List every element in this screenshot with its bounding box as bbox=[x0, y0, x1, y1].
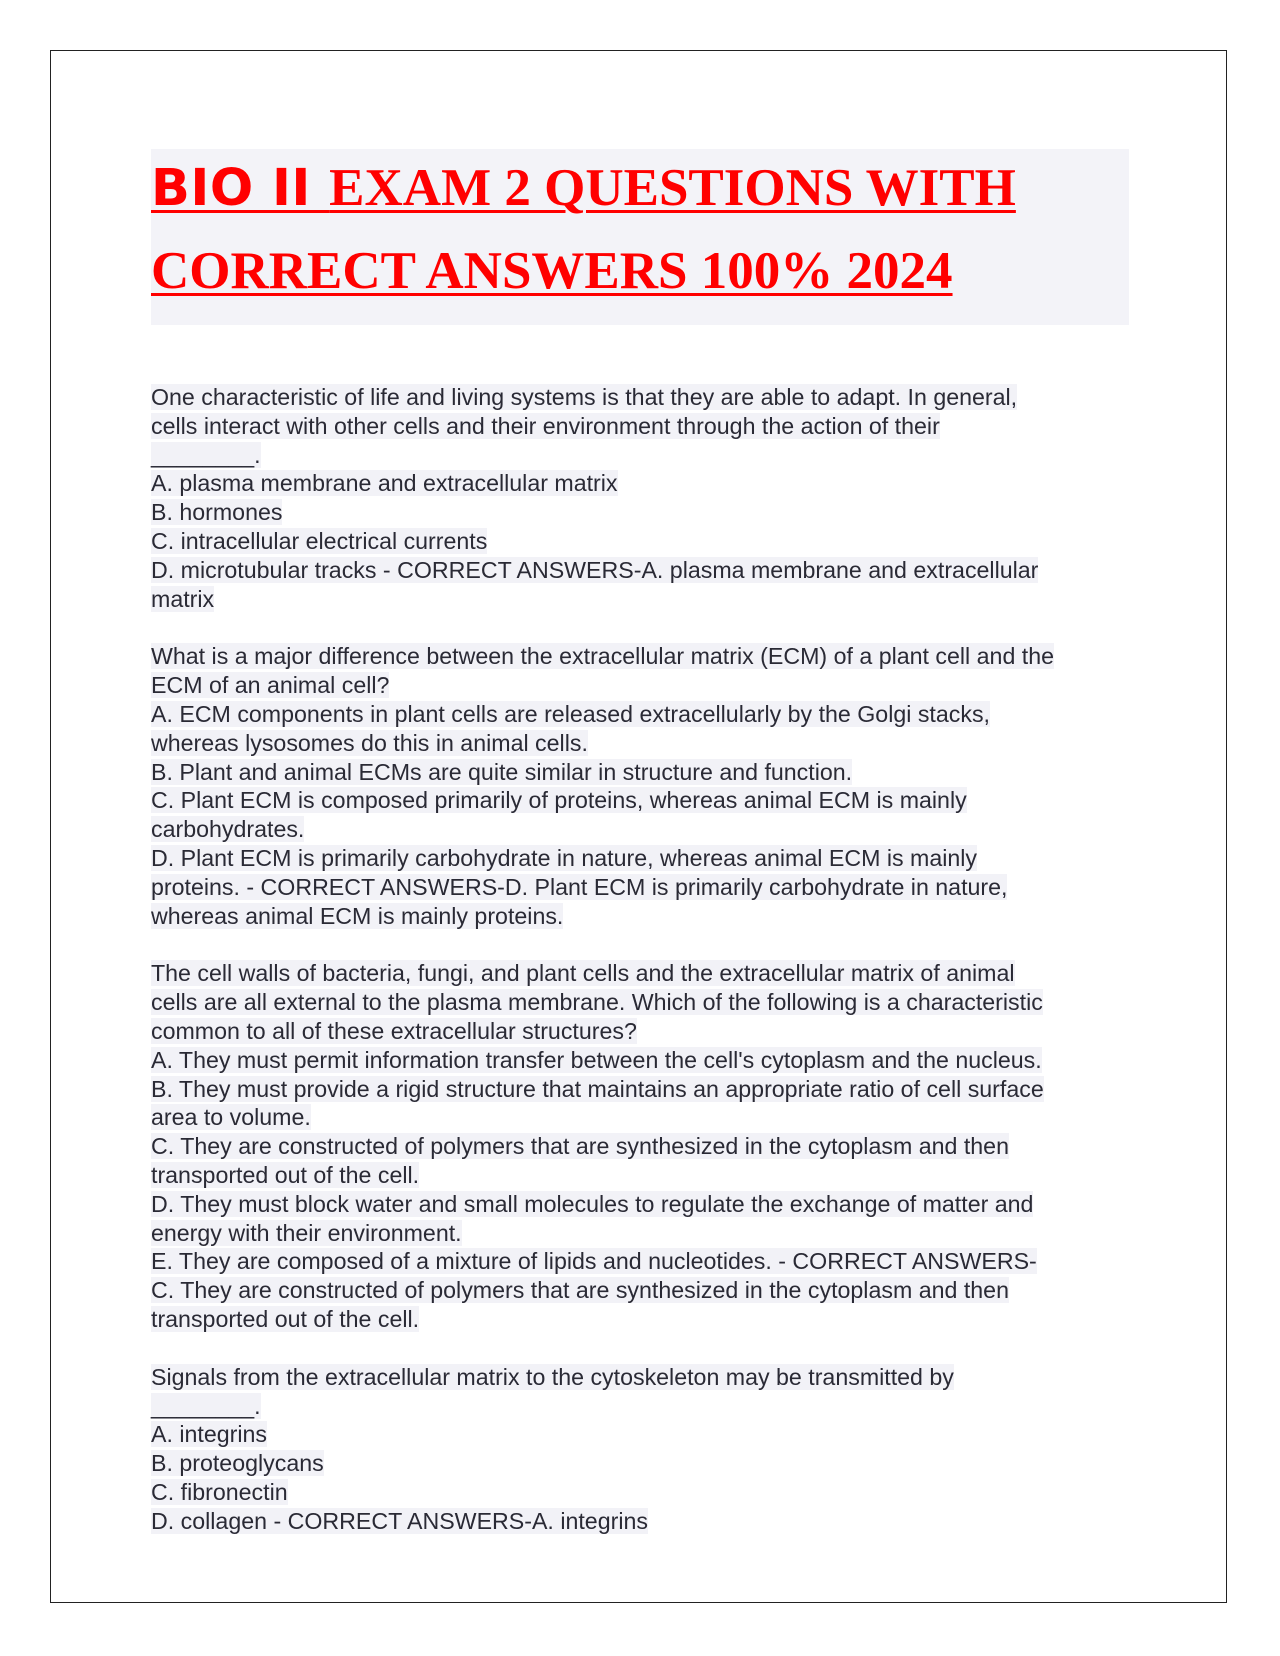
question-text: proteins. - CORRECT ANSWERS-D. Plant ECM is primarily carbohydrate in nature, bbox=[151, 873, 1008, 900]
question-line bbox=[151, 815, 1131, 844]
question-text: transported out of the cell. bbox=[151, 1305, 420, 1332]
title-line-1 bbox=[151, 153, 1129, 236]
question-text: C. They are constructed of polymers that are synthesized in the cytoplasm and then bbox=[151, 1277, 1009, 1304]
question-text: C. intracellular electrical currents bbox=[151, 527, 488, 554]
question-line bbox=[151, 1420, 1131, 1449]
question-list bbox=[151, 383, 1131, 1535]
question-line bbox=[151, 786, 1131, 815]
question-block bbox=[151, 642, 1131, 930]
title-exam: EXAM 2 QUESTIONS WITH bbox=[329, 159, 1016, 217]
question-line bbox=[151, 902, 1131, 931]
question-line bbox=[151, 642, 1131, 671]
question-text: Signals from the extracellular matrix to the cytoskeleton may be transmitted by bbox=[151, 1363, 954, 1390]
question-text: ________. bbox=[151, 1392, 261, 1419]
question-line bbox=[151, 469, 1131, 498]
question-line bbox=[151, 1046, 1131, 1075]
question-line bbox=[151, 1478, 1131, 1507]
question-text: ________. bbox=[151, 441, 261, 468]
question-line bbox=[151, 1103, 1131, 1132]
question-line bbox=[151, 1392, 1131, 1421]
question-text: whereas animal ECM is mainly proteins. bbox=[151, 902, 564, 929]
question-line bbox=[151, 498, 1131, 527]
question-text: cells interact with other cells and their environment through the action of their bbox=[151, 412, 940, 439]
question-text: The cell walls of bacteria, fungi, and plant cells and the extracellular matrix of animal bbox=[151, 960, 1015, 987]
document-title bbox=[151, 149, 1129, 325]
question-text: transported out of the cell. bbox=[151, 1161, 420, 1188]
question-block bbox=[151, 1363, 1131, 1536]
question-text: D. Plant ECM is primarily carbohydrate in nature, whereas animal ECM is mainly bbox=[151, 844, 978, 871]
question-line bbox=[151, 1507, 1131, 1536]
question-text: D. microtubular tracks - CORRECT ANSWERS-A. plasma membrane and extracellular bbox=[151, 556, 1039, 583]
question-text: A. They must permit information transfer between the cell's cytoplasm and the nucleus. bbox=[151, 1046, 1042, 1073]
question-line bbox=[151, 1276, 1131, 1305]
question-line bbox=[151, 959, 1131, 988]
question-line bbox=[151, 585, 1131, 614]
question-text: B. Plant and animal ECMs are quite similar in structure and function. bbox=[151, 758, 853, 785]
question-line bbox=[151, 671, 1131, 700]
question-line bbox=[151, 412, 1131, 441]
question-line bbox=[151, 1075, 1131, 1104]
question-line bbox=[151, 383, 1131, 412]
question-text: E. They are composed of a mixture of lipids and nucleotides. - CORRECT ANSWERS- bbox=[151, 1248, 1037, 1275]
question-text: What is a major difference between the extracellular matrix (ECM) of a plant cell and the bbox=[151, 643, 1055, 670]
question-line bbox=[151, 556, 1131, 585]
question-line bbox=[151, 1132, 1131, 1161]
question-text: One characteristic of life and living systems is that they are able to adapt. In general, bbox=[151, 384, 1018, 410]
question-line bbox=[151, 988, 1131, 1017]
question-text: common to all of these extracellular structures? bbox=[151, 1017, 637, 1044]
question-text: cells are all external to the plasma membrane. Which of the following is a characteristic bbox=[151, 989, 1043, 1016]
question-text: ECM of an animal cell? bbox=[151, 672, 390, 699]
question-line bbox=[151, 700, 1131, 729]
question-text: B. hormones bbox=[151, 499, 283, 526]
question-line bbox=[151, 1449, 1131, 1478]
document-content bbox=[151, 149, 1131, 1564]
title-subject: BIO II bbox=[151, 159, 330, 218]
question-line bbox=[151, 873, 1131, 902]
question-line bbox=[151, 844, 1131, 873]
question-text: D. collagen - CORRECT ANSWERS-A. integrins bbox=[151, 1507, 648, 1534]
question-line bbox=[151, 1190, 1131, 1219]
question-line bbox=[151, 1219, 1131, 1248]
question-line bbox=[151, 441, 1131, 470]
question-text: C. They are constructed of polymers that are synthesized in the cytoplasm and then bbox=[151, 1133, 1009, 1160]
title-line-2 bbox=[151, 236, 1129, 319]
question-text: area to volume. bbox=[151, 1104, 311, 1131]
question-text: A. ECM components in plant cells are released extracellularly by the Golgi stacks, bbox=[151, 700, 990, 727]
title-subtitle: CORRECT ANSWERS 100% 2024 bbox=[151, 242, 953, 300]
question-text: A. integrins bbox=[151, 1421, 267, 1448]
question-text: C. Plant ECM is composed primarily of proteins, whereas animal ECM is mainly bbox=[151, 787, 967, 814]
question-text: whereas lysosomes do this in animal cells. bbox=[151, 729, 588, 756]
question-line bbox=[151, 1247, 1131, 1276]
question-text: C. fibronectin bbox=[151, 1478, 288, 1505]
question-text: carbohydrates. bbox=[151, 816, 305, 843]
question-line bbox=[151, 758, 1131, 787]
question-line bbox=[151, 1363, 1131, 1392]
question-block bbox=[151, 383, 1131, 613]
question-text: energy with their environment. bbox=[151, 1219, 462, 1246]
question-block bbox=[151, 959, 1131, 1333]
question-text: B. proteoglycans bbox=[151, 1450, 324, 1477]
question-line bbox=[151, 1161, 1131, 1190]
question-text: D. They must block water and small molecules to regulate the exchange of matter and bbox=[151, 1190, 1034, 1217]
question-line bbox=[151, 1017, 1131, 1046]
question-line bbox=[151, 729, 1131, 758]
question-text: B. They must provide a rigid structure that maintains an appropriate ratio of cell surface bbox=[151, 1075, 1044, 1102]
question-text: A. plasma membrane and extracellular matrix bbox=[151, 470, 618, 497]
question-line bbox=[151, 527, 1131, 556]
question-line bbox=[151, 1305, 1131, 1334]
question-text: matrix bbox=[151, 585, 215, 612]
